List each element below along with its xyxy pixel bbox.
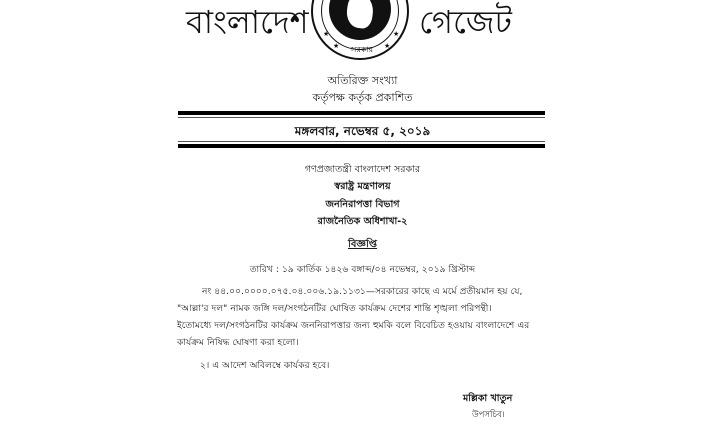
paragraph-1-line-1: নং ৪৪.০০.০০০০.০৭৫.০৪.০০৬.১৯.১১৩১—সরকারের কাছে এ মর্মে প্রতীয়মান হয় যে, — [202, 287, 523, 297]
published-by-authority-label: কর্তৃপক্ষ কর্তৃক প্রকাশিত — [312, 91, 413, 104]
gazette-title-left: বাংলাদেশ — [186, 3, 309, 41]
top-rule-thick — [178, 111, 545, 115]
gazette-title-right: গেজেট — [419, 3, 512, 41]
seal-label: সরকার — [350, 45, 373, 54]
star-icon: ★ — [393, 30, 400, 38]
star-icon: ★ — [384, 42, 391, 50]
paragraph-1-line-3: ইতোমধ্যে দল/সংগঠনটির কার্যক্রম জননিরাপত্তার জন্য হুমকি বলে বিবেচিত হওয়ায় বাংলাদেশে এর — [177, 321, 530, 331]
notice-heading: বিজ্ঞপ্তি — [347, 239, 378, 250]
notice-date: তারিখ : ১৯ কার্তিক ১৪২৬ বঙ্গাব্দ/০৪ নভেম্বর, ২০১৯ খ্রিস্টাব্দ — [249, 265, 476, 275]
signatory-designation: উপসচিব। — [472, 410, 505, 420]
top-rule-thin — [178, 117, 545, 118]
bottom-rule-thick — [178, 144, 545, 148]
bottom-rule-thin — [178, 141, 545, 142]
star-icon: ★ — [333, 42, 340, 50]
division-name: জননিরাপত্তা বিভাগ — [325, 199, 400, 210]
branch-name: রাজনৈতিক অধিশাখা-২ — [317, 216, 408, 227]
signatory-name: মল্লিকা খাতুন — [463, 393, 513, 404]
star-icon: ★ — [323, 30, 330, 38]
paragraph-2: ২। এ আদেশ অবিলম্বে কার্যকর হবে। — [200, 361, 330, 371]
paragraph-1-line-4: কার্যক্রম নিষিদ্ধ ঘোষণা করা হলো। — [177, 338, 299, 348]
extraordinary-issue-label: অতিরিক্ত সংখ্যা — [327, 74, 398, 87]
government-seal — [311, 0, 409, 60]
government-name: গণপ্রজাতন্ত্রী বাংলাদেশ সরকার — [304, 164, 421, 175]
paragraph-1-line-2: "আল্লা'র দল" নামক জঙ্গি দল/সংগঠনটির ঘোষিত কার্যক্রম দেশের শান্তি শৃঙ্খলা পরিপন্থী। — [177, 304, 492, 314]
publication-date: মঙ্গলবার, নভেম্বর ৫, ২০১৯ — [294, 124, 431, 138]
ministry-name: স্বরাষ্ট্র মন্ত্রণালয় — [334, 181, 391, 192]
